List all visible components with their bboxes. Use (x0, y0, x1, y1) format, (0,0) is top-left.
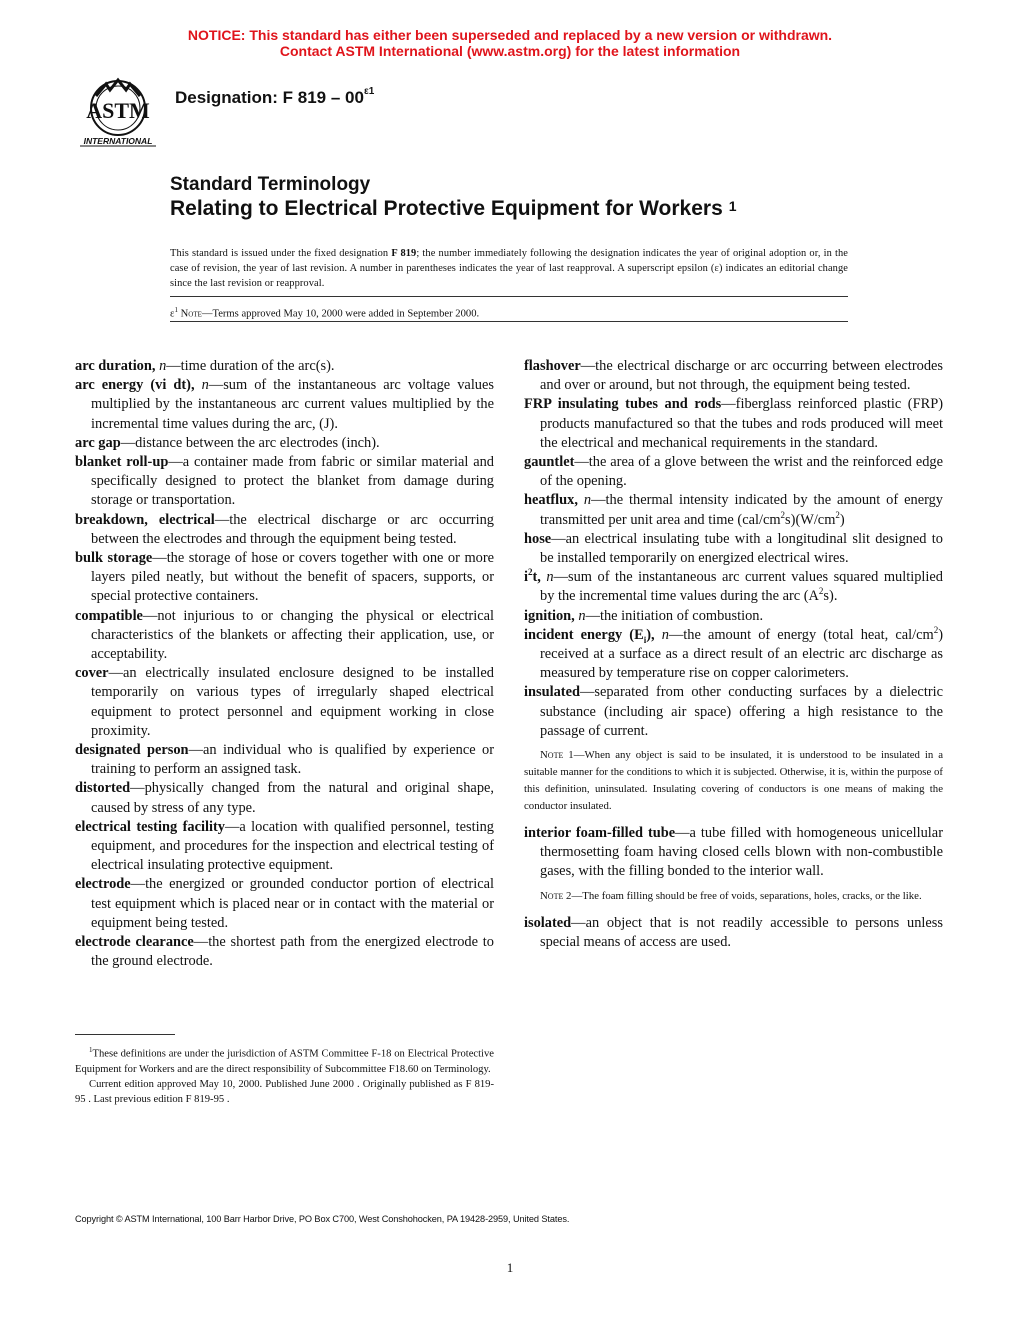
definition: —fiberglass reinforced plastic (FRP) products manufactured so that the tubes and rods produced will meet the electrical and mechanical requirements in the standard. (540, 396, 943, 451)
definition: —the area of a glove between the wrist and the reinforced edge of the opening. (540, 454, 943, 490)
term-entry (75, 664, 494, 741)
epsilon-note-label: Note (180, 308, 202, 320)
definition: —sum of the instantaneous arc voltage values multiplied by the instantaneous arc current values multiplied by the incremental time values during the arc, (J). (91, 377, 494, 432)
part-of-speech: n (654, 626, 669, 643)
epsilon-mark-sup: 1 (174, 306, 178, 314)
term-entry (75, 357, 494, 376)
epsilon-mark: ε (170, 308, 175, 320)
page-number: 1 (506, 1260, 514, 1275)
term-entry (524, 530, 943, 568)
note-label: Note 1 (540, 749, 574, 762)
definition: —the electrical discharge or arc occurring between the electrodes and through the equipment being tested. (91, 511, 494, 547)
term-entry (75, 818, 494, 876)
term-entry (524, 568, 943, 606)
issuance-part-1: This standard is issued under the fixed designation (170, 248, 392, 259)
definition: —the storage of hose or covers together with one or more layers piled neatly, but without the benefit of spacers, supports, or special protective containers. (91, 550, 495, 605)
definition-cont: ) (839, 511, 845, 528)
epsilon-note-text: —Terms approved May 10, 2000 were added in September 2000. (201, 308, 480, 320)
term: isolated (524, 914, 572, 931)
term: interior foam-filled tube (524, 825, 676, 842)
term-entry (75, 607, 494, 665)
definition: —sum of the instantaneous arc current values squared multiplied by the incremental time values during the arc (A (540, 569, 943, 605)
logo-subtext: INTERNATIONAL (83, 136, 153, 146)
definition: —time duration of the arc(s). (166, 358, 335, 374)
superscript: 2 (818, 586, 824, 597)
definition: —an electrically insulated enclosure designed to be installed temporarily on various types of irregularly shaped electrical equipment to protect personnel and equipment working in close proximity. (91, 665, 494, 739)
term-entry (524, 914, 943, 952)
subscript: i (643, 634, 647, 645)
title-footnote-ref: 1 (728, 198, 737, 214)
definition: —a container made from fabric or similar material and specifically designed to protect the blanket from damage during storage or transportation. (91, 454, 494, 509)
term: arc energy (vi dt), (75, 377, 195, 394)
designation-text: Designation: F 819 – 00 (175, 88, 364, 107)
part-of-speech: n (574, 607, 586, 624)
withdrawal-notice (0, 27, 1020, 59)
definition-cont: ) received at a surface as a direct result of an electric arc discharge as measured by temperature rise on copper calorimeters. (540, 626, 944, 682)
superscript: 2 (933, 625, 939, 636)
title-line-1: Standard Terminology (170, 174, 371, 195)
term: i (524, 569, 528, 586)
part-of-speech: n (577, 492, 592, 509)
note-text: —When any object is said to be insulated, it is understood to be insulated in a suitable manner for the conditions to which it is subjected. Otherwise, it is, within the purpose of this definition, uninsulated. Insulating covering of conductors is one means of making the conductor insulated. (524, 749, 943, 813)
footnote (75, 1043, 494, 1107)
definition: —the energized or grounded conductor portion of electrical test equipment which is placed near or in contact with the material or equipment being tested. (91, 876, 494, 931)
divider-bottom (170, 321, 848, 322)
definition: —an object that is not readily accessible to persons unless special means of access are used. (540, 914, 943, 950)
logo-text: ASTM (86, 98, 150, 123)
term: designated person (75, 742, 189, 759)
footnote-mark: 1 (89, 1046, 93, 1054)
issuance-statement (170, 246, 848, 291)
term: heatflux, (524, 492, 578, 509)
definition: —a location with qualified personnel, testing equipment, and procedures for the inspection and electrical testing of electrical insulating protective equipment. (91, 818, 494, 874)
divider-top (170, 296, 848, 297)
term: cover (75, 665, 109, 682)
term: FRP insulating tubes and rods (524, 396, 722, 413)
notice-line-1: NOTICE: This standard has either been superseded and replaced by a new version or withdrawn. (187, 27, 833, 43)
definition: —the initiation of combustion. (585, 607, 764, 624)
term-entry (75, 376, 494, 434)
footnote-para-2: Current edition approved May 10, 2000. Published June 2000 . Originally published as F 819-95 . Last previous edition F 819-95 . (75, 1078, 494, 1105)
definition: —the shortest path from the energized electrode to the ground electrode. (91, 934, 495, 970)
part-of-speech: n (194, 377, 209, 394)
term-entry (75, 434, 494, 453)
term: arc duration, (75, 358, 156, 374)
footnote-rule (75, 1034, 175, 1035)
note-2 (524, 888, 943, 905)
footnote-para-1 (75, 1043, 494, 1077)
issuance-part-2: ; the number immediately following the designation indicates the year of original adoption or, in the case of revision, the year of last revision. A number in parentheses indicates the year of last reapproval. A superscript epsilon (ε) indicates an editorial change since the last revision or reapproval. (170, 248, 849, 289)
superscript: 2 (780, 509, 786, 520)
term: insulated (524, 684, 580, 701)
term-cont: t, (532, 569, 541, 586)
term-entry (75, 453, 494, 511)
term-cont: ), (646, 626, 655, 643)
definition: —a tube filled with homogeneous unicellular thermosetting foam having closed cells blown with non-combustible gases, with the filling bonded to the interior wall. (540, 825, 943, 880)
definition: —the amount of energy (total heat, cal/cm (668, 626, 934, 643)
designation-epsilon: ε1 (363, 86, 375, 98)
term-entry (75, 875, 494, 933)
astm-logo-mark (76, 76, 160, 148)
term-entry (75, 933, 494, 971)
note-text: —The foam filling should be free of voids, separations, holes, cracks, or the like. (571, 889, 922, 902)
term: distorted (75, 780, 131, 797)
term: breakdown, electrical (75, 511, 215, 528)
definition: —not injurious to or changing the physical or electrical characteristics of the blankets or affecting their application, use, or acceptability. (91, 607, 494, 663)
definition: —the thermal intensity indicated by the amount of energy transmitted per unit area and time (cal/cm (540, 492, 944, 528)
term-entry (524, 357, 943, 395)
term: hose (524, 530, 552, 547)
term: ignition, (524, 607, 575, 624)
designation (175, 88, 374, 108)
term-entry (524, 607, 943, 626)
definition: —separated from other conducting surfaces by a dielectric substance (including air space) offering a high resistance to the passage of current. (540, 684, 943, 739)
terms-column-right (524, 357, 943, 952)
epsilon-note (170, 303, 848, 322)
note-label: Note 2 (540, 889, 572, 902)
definition: —an electrical insulating tube with a longitudinal slit designed to be installed temporarily on energized electrical wires. (540, 530, 943, 567)
term: arc gap (75, 434, 121, 451)
superscript: 2 (835, 509, 840, 520)
term: incident energy (E (524, 626, 644, 643)
term-entry (524, 683, 943, 741)
notice-line-2: Contact ASTM International (www.astm.org) for the latest information (279, 43, 741, 59)
term: bulk storage (75, 550, 153, 567)
term-entry (75, 511, 494, 549)
definition: —distance between the arc electrodes (inch). (120, 434, 380, 451)
term-entry (524, 824, 943, 882)
term: electrical testing facility (75, 818, 225, 835)
astm-logo (76, 76, 160, 148)
term: flashover (524, 358, 581, 374)
term: compatible (75, 607, 143, 624)
term: electrode clearance (75, 934, 194, 951)
note-1 (524, 747, 943, 815)
terms-column-left (75, 357, 494, 972)
term: gauntlet (524, 454, 575, 471)
copyright-line: Copyright © ASTM International, 100 Barr Harbor Drive, PO Box C700, West Conshohocken, PA 19428-2959, United States. (75, 1214, 570, 1224)
superscript: 2 (528, 567, 533, 578)
definition: —an individual who is qualified by experience or training to perform an assigned task. (91, 742, 494, 778)
definition: —the electrical discharge or arc occurring between electrodes and over or around, but not through, the equipment being tested. (540, 358, 943, 394)
term-entry (75, 741, 494, 779)
definition-cont: s). (823, 588, 838, 605)
term: electrode (75, 876, 131, 893)
term-entry (75, 779, 494, 817)
term-entry (524, 395, 943, 453)
standard-title (170, 174, 930, 222)
footnote-text: These definitions are under the jurisdiction of ASTM Committee F-18 on Electrical Protective Equipment for Workers and are the direct responsibility of Subcommittee F18.60 on Terminology. (75, 1048, 494, 1075)
part-of-speech: n (540, 569, 554, 586)
term: blanket roll-up (75, 454, 169, 471)
definition: —physically changed from the natural and original shape, caused by stress of any type. (91, 780, 494, 816)
definition-cont: s)(W/cm (785, 511, 836, 528)
term-entry (524, 453, 943, 491)
term-entry (524, 491, 943, 529)
term-entry (524, 626, 943, 684)
term-entry (75, 549, 494, 607)
title-line-2: Relating to Electrical Protective Equipment for Workers (170, 197, 723, 220)
issuance-designation: F 819 (391, 248, 417, 259)
part-of-speech: n (155, 358, 167, 374)
